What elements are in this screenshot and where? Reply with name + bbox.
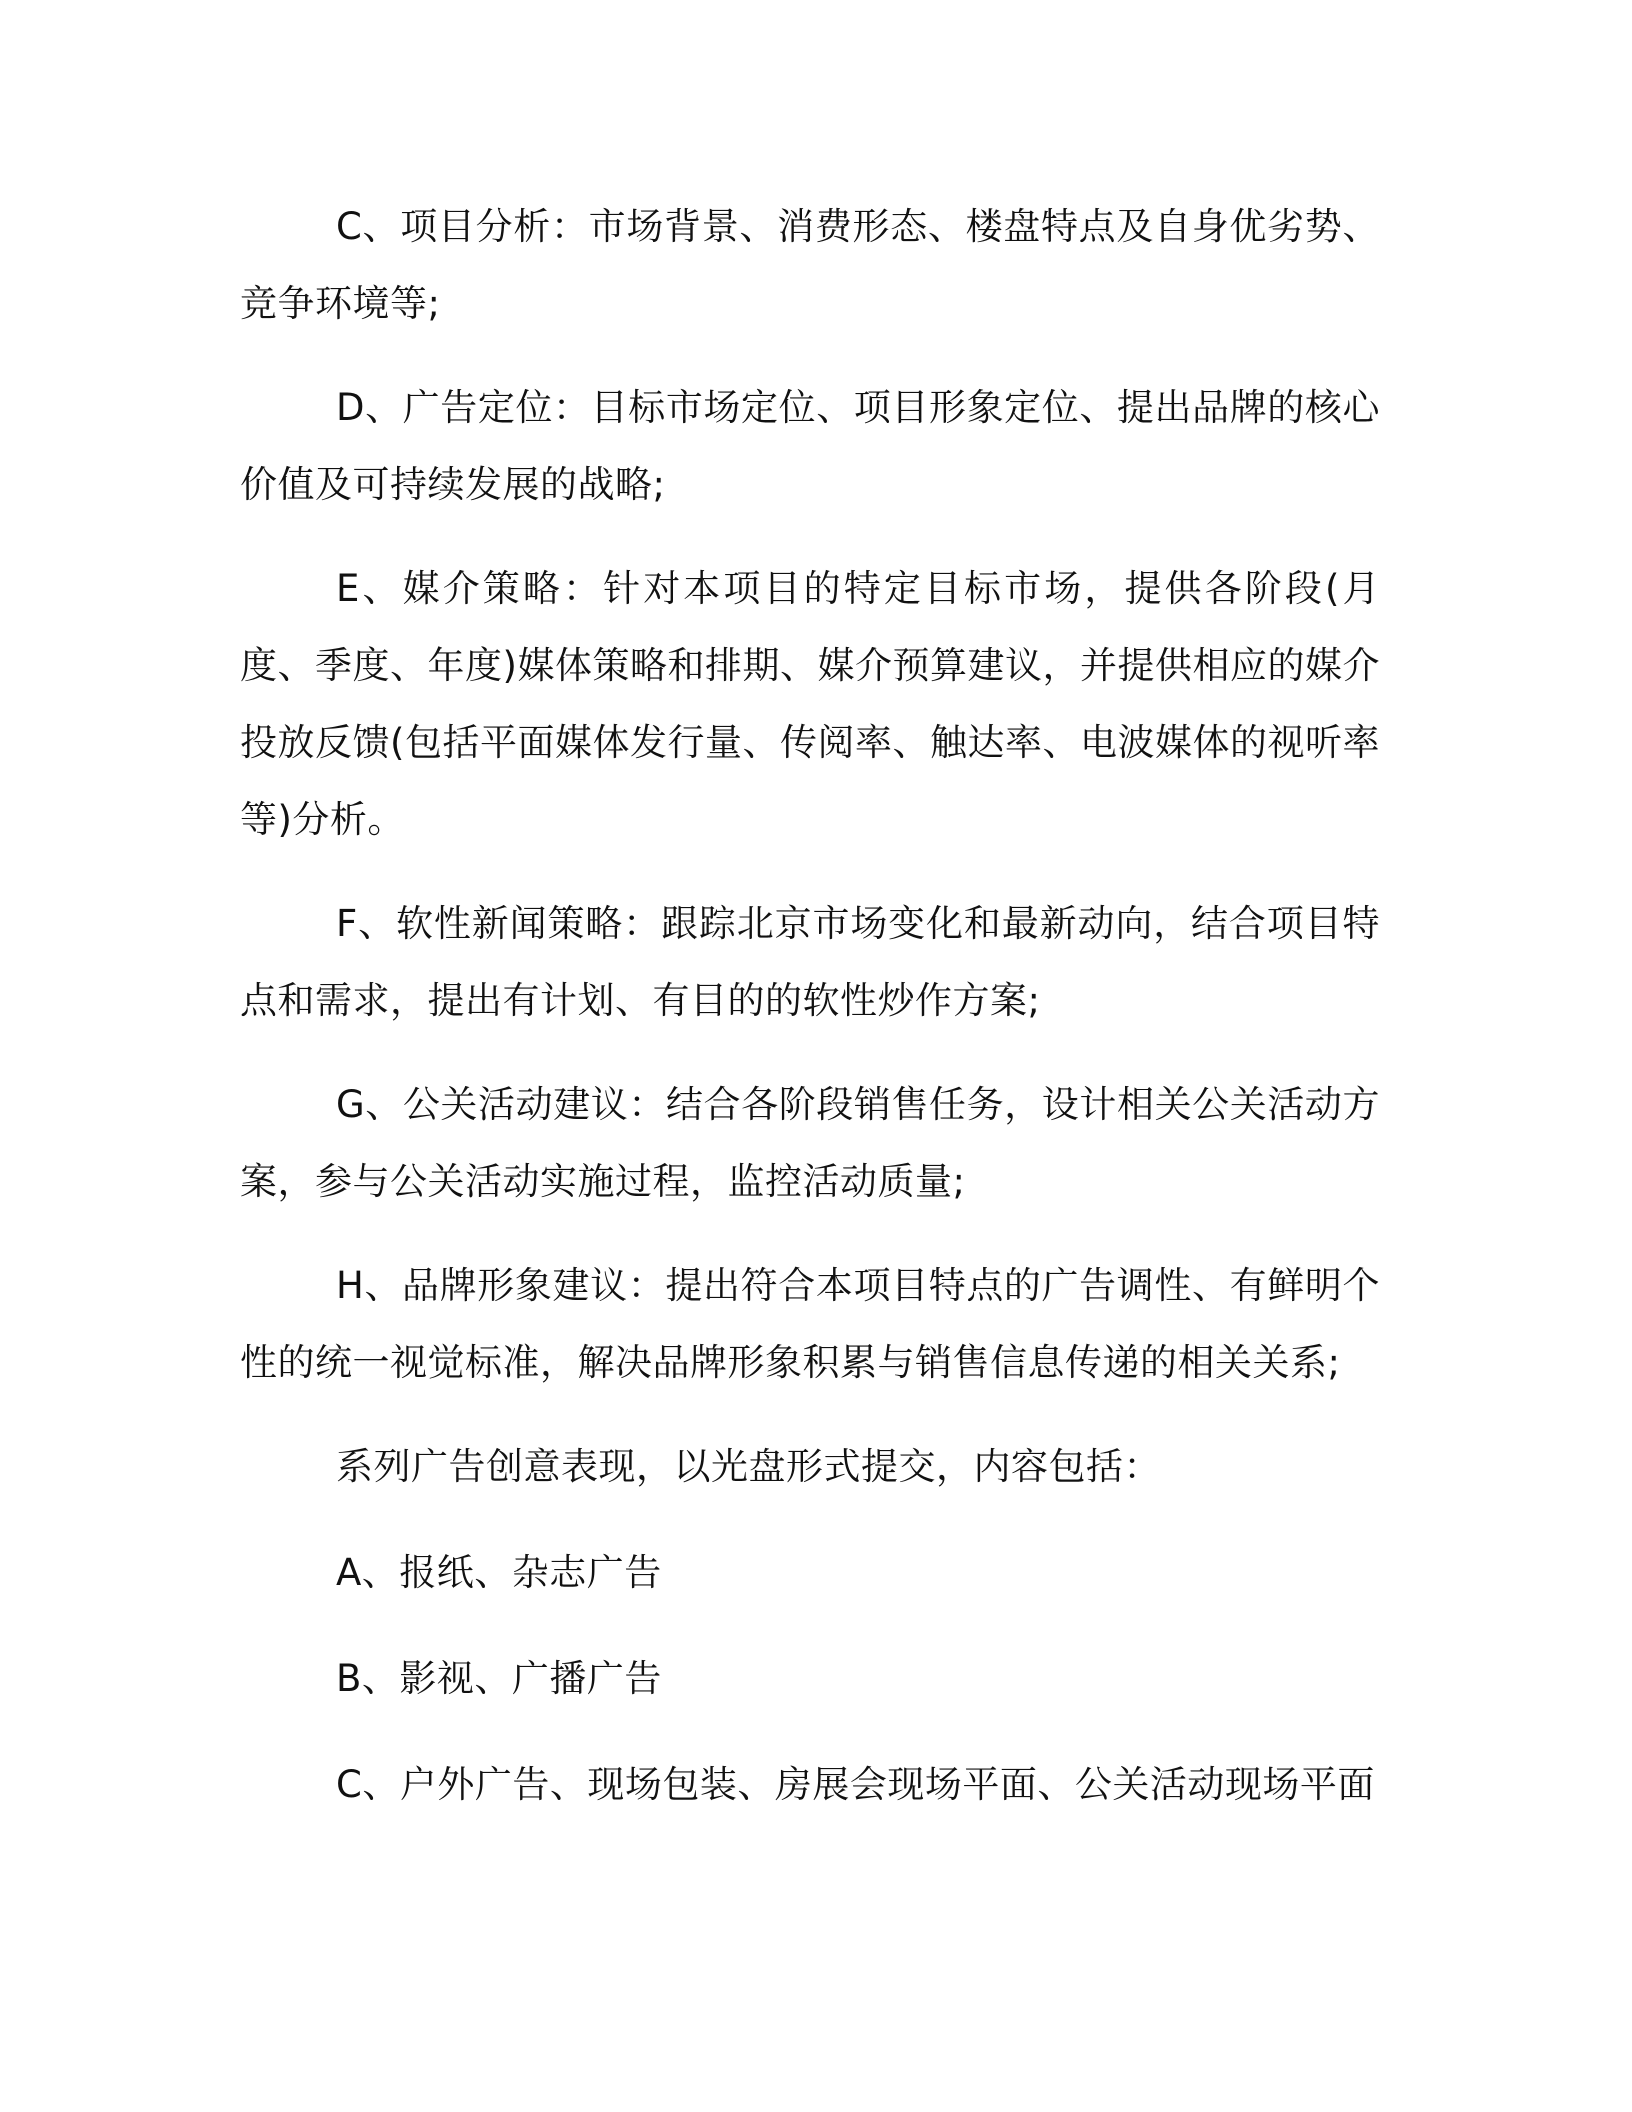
paragraph-media-strategy: E、媒介策略：针对本项目的特定目标市场，提供各阶段(月度、季度、年度)媒体策略和排期、媒介预算建议，并提供相应的媒介投放反馈(包括平面媒体发行量、传阅率、触达率、电波媒体的视听率等)分析。 (240, 567, 1380, 841)
paragraph-brand-image: H、品牌形象建议：提出符合本项目特点的广告调性、有鲜明个性的统一视觉标准，解决品牌形象积累与销售信息传递的相关关系; (240, 1264, 1380, 1384)
paragraph-project-analysis: C、项目分析：市场背景、消费形态、楼盘特点及自身优劣势、竞争环境等; (240, 205, 1380, 325)
document-body (240, 188, 1380, 1823)
list-item-broadcast-ads: B、影视、广播广告 (336, 1657, 662, 1700)
paragraph-pr-activity: G、公关活动建议：结合各阶段销售任务，设计相关公关活动方案，参与公关活动实施过程，监控活动质量; (240, 1083, 1380, 1203)
paragraph-ad-positioning: D、广告定位：目标市场定位、项目形象定位、提出品牌的核心价值及可持续发展的战略; (240, 386, 1380, 506)
paragraph-series-intro: 系列广告创意表现，以光盘形式提交，内容包括： (336, 1445, 1161, 1488)
paragraph-soft-news-strategy: F、软性新闻策略：跟踪北京市场变化和最新动向，结合项目特点和需求，提出有计划、有目的的软性炒作方案; (240, 902, 1380, 1022)
list-item-outdoor-ads: C、户外广告、现场包装、房展会现场平面、公关活动现场平面 (336, 1763, 1375, 1806)
list-item-print-ads: A、报纸、杂志广告 (336, 1551, 662, 1594)
